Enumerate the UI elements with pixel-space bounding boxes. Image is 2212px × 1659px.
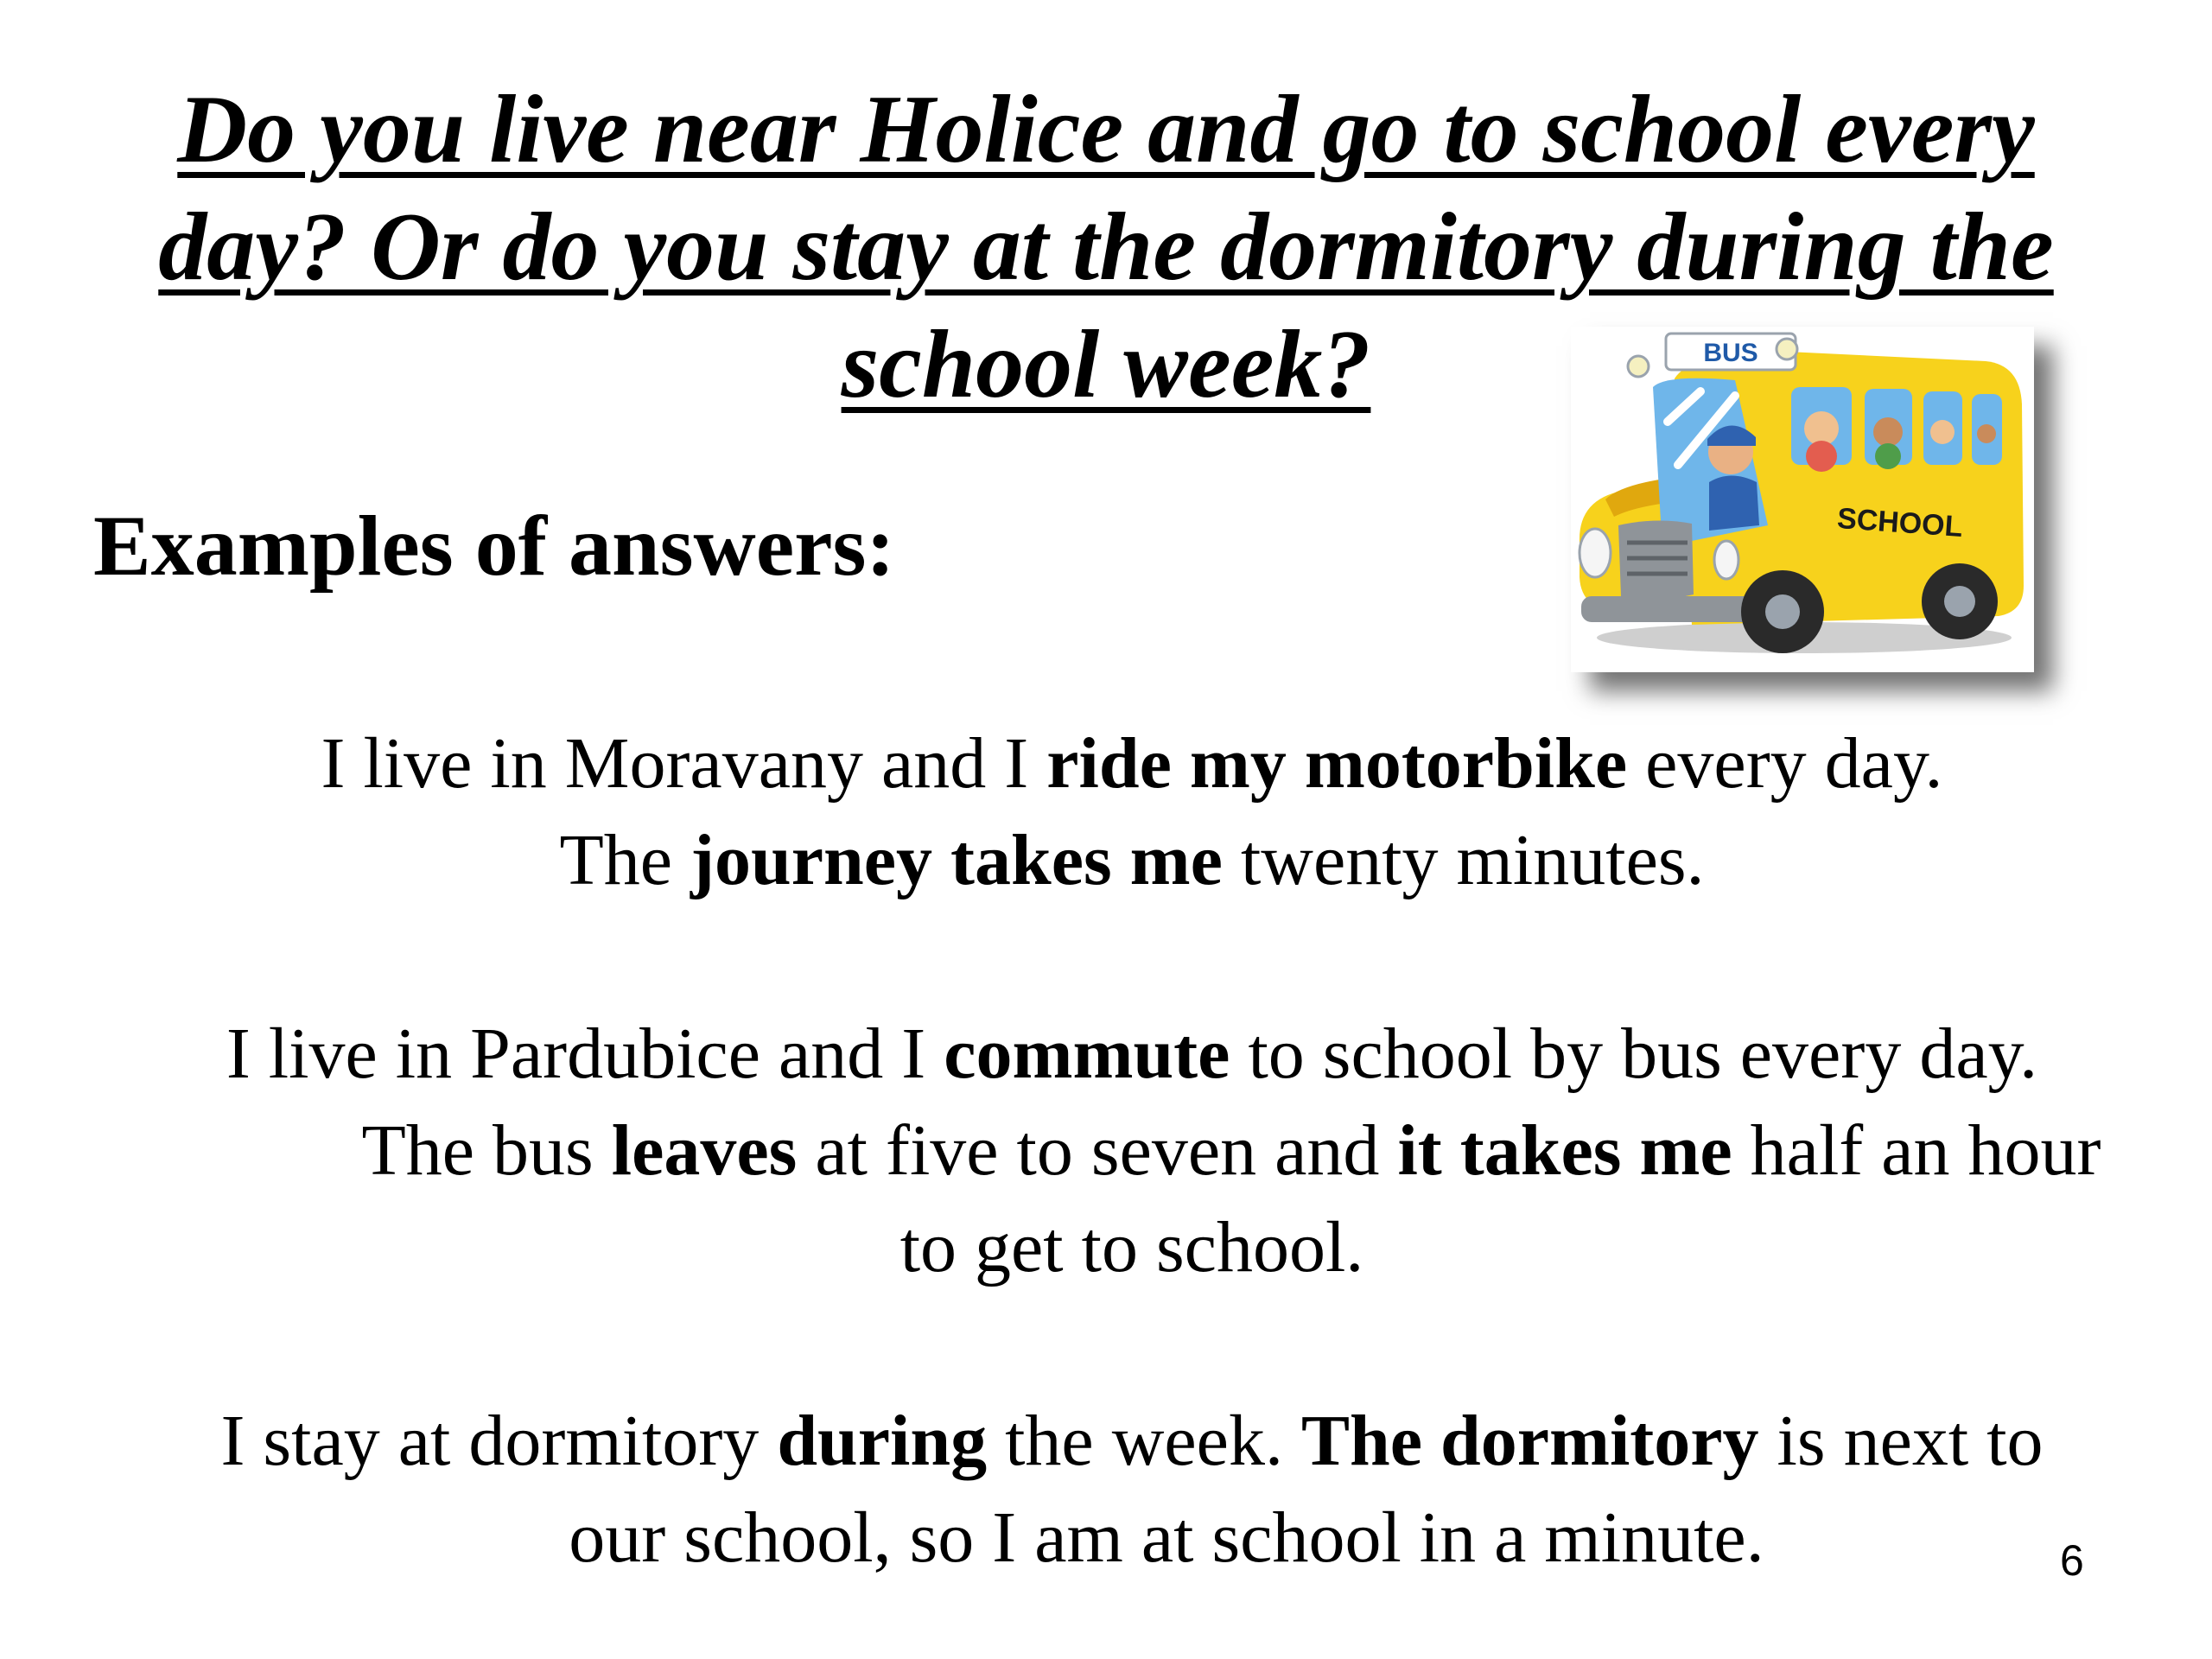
answer-text: is next to <box>1758 1401 2044 1481</box>
answer-text: to get to school. <box>899 1207 1364 1287</box>
answer-key-phrase: ride my motorbike <box>1046 723 1628 804</box>
answer-text: The <box>559 820 691 900</box>
answer-text: I live in Pardubice and I <box>226 1014 944 1094</box>
page-number: 6 <box>2060 1536 2084 1585</box>
answer-key-phrase: during <box>777 1401 988 1481</box>
title-line: Do you live near Holice and go to school every <box>177 76 2035 183</box>
answer-text: our school, so I am at school in a minute. <box>569 1497 1764 1578</box>
answer-text: I stay at dormitory <box>220 1401 778 1481</box>
answer-text: half an hour <box>1732 1110 2101 1191</box>
answer-1 <box>173 715 2091 909</box>
answer-line <box>173 812 2091 909</box>
answer-text: the week. <box>987 1401 1301 1481</box>
examples-heading: Examples of answers: <box>93 498 895 594</box>
answer-2 <box>86 1006 2177 1296</box>
title-line: day? Or do you stay at the dormitory during the <box>158 194 2054 301</box>
answer-key-phrase: it takes me <box>1397 1110 1732 1191</box>
answer-text: to school by bus every day. <box>1230 1014 2038 1094</box>
answer-line <box>86 1490 2177 1586</box>
school-bus-icon <box>1571 327 2034 672</box>
answer-text: The bus <box>361 1110 612 1191</box>
answer-3 <box>86 1393 2177 1586</box>
school-bus-image <box>1571 327 2034 672</box>
answer-line <box>86 1006 2177 1103</box>
bus-side-text: SCHOOL <box>1835 501 1964 544</box>
answer-text: I live in Moravany and I <box>321 723 1047 804</box>
answer-line <box>173 715 2091 812</box>
answer-line <box>86 1103 2177 1199</box>
answer-line <box>86 1393 2177 1490</box>
answer-key-phrase: journey takes me <box>690 820 1223 900</box>
answer-text: every day. <box>1627 723 1943 804</box>
answer-key-phrase: The dormitory <box>1300 1401 1759 1481</box>
bus-sign-text: BUS <box>1703 339 1758 367</box>
answer-line <box>86 1199 2177 1296</box>
answer-key-phrase: commute <box>944 1014 1230 1094</box>
answer-text: at five to seven and <box>797 1110 1398 1191</box>
answer-text: twenty minutes. <box>1222 820 1705 900</box>
answer-key-phrase: leaves <box>611 1110 798 1191</box>
title-line: school week? <box>841 311 1371 418</box>
